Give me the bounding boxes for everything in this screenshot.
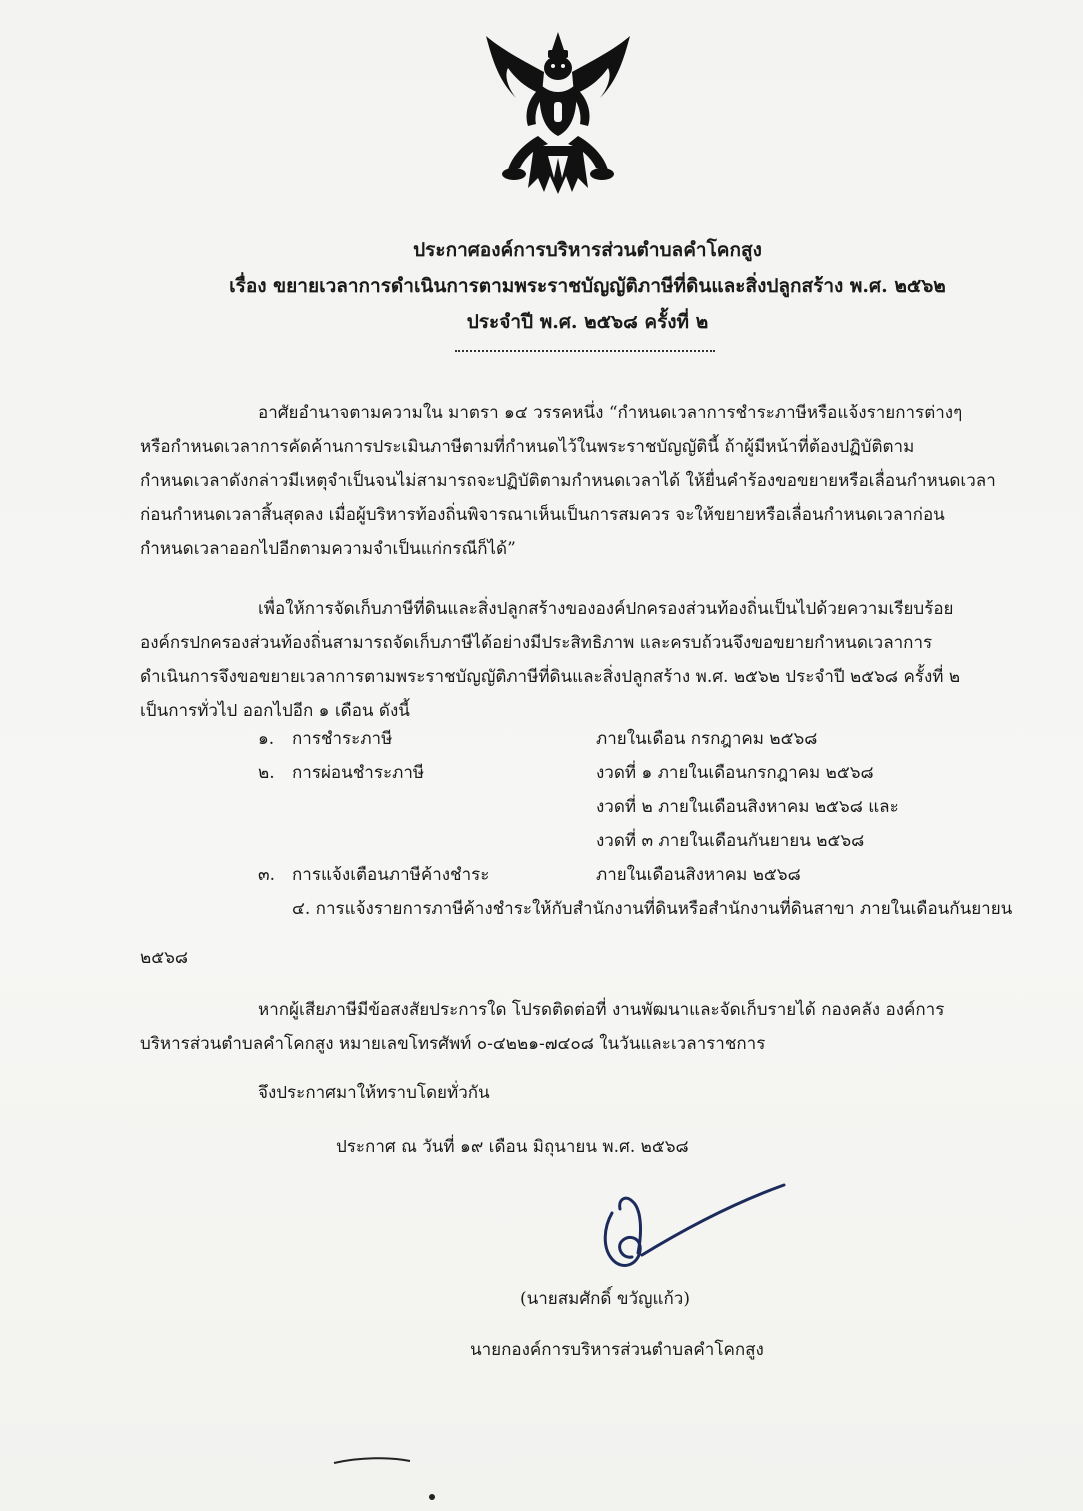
list-item: [140, 858, 1035, 892]
announcement-year: ประจำปี พ.ศ. ๒๕๖๘ ครั้งที่ ๒: [466, 311, 709, 333]
paragraph-line: เพื่อให้การจัดเก็บภาษีที่ดินและสิ่งปลูกสร้างขององค์ปกครองส่วนท้องถิ่นเป็นไปด้วยความเรียบร้อย: [258, 599, 954, 619]
paragraph-line: ก่อนกำหนดเวลาสิ้นสุดลง เมื่อผู้บริหารท้องถิ่นพิจารณาเห็นเป็นการสมควร จะให้ขยายหรือเลื่อนกำหนดเวลาก่อน: [140, 505, 945, 525]
item-value: งวดที่ ๓ ภายในเดือนกันยายน ๒๕๖๘: [596, 831, 865, 851]
announcement-title: ประกาศองค์การบริหารส่วนตำบลคำโคกสูง: [413, 239, 762, 261]
closing-statement: จึงประกาศมาให้ทราบโดยทั่วกัน: [258, 1083, 490, 1103]
garuda-emblem-icon: [478, 28, 638, 196]
item-label: การชำระภาษี: [292, 729, 393, 749]
item-year: ๒๕๖๘: [140, 948, 188, 968]
signature-icon: [598, 1183, 788, 1275]
item-number: ๓.: [258, 865, 276, 885]
paragraph-authority: [140, 396, 1035, 566]
item-number: ๒.: [258, 763, 275, 783]
list-item: [140, 790, 1035, 824]
list-item: [140, 824, 1035, 858]
item-value: งวดที่ ๒ ภายในเดือนสิงหาคม ๒๕๖๘ และ: [596, 797, 899, 817]
scan-mark-icon: [330, 1455, 450, 1505]
item-label: การผ่อนชำระภาษี: [292, 763, 425, 783]
item-value: ภายในเดือน กรกฎาคม ๒๕๖๘: [596, 729, 818, 749]
schedule-list: [140, 722, 1035, 926]
paragraph-line: บริหารส่วนตำบลคำโคกสูง หมายเลขโทรศัพท์ ๐-๔๒๒๑-๗๔๐๘ ในวันและเวลาราชการ: [140, 1034, 766, 1054]
paragraph-line: องค์กรปกครองส่วนท้องถิ่นสามารถจัดเก็บภาษีได้อย่างมีประสิทธิภาพ และครบถ้วนจึงขอขยายกำหนดเวลาการ: [140, 633, 933, 653]
paragraph-line: อาศัยอำนาจตามความใน มาตรา ๑๔ วรรคหนึ่ง “กำหนดเวลาการชำระภาษีหรือแจ้งรายการต่างๆ: [258, 403, 963, 423]
paragraph-line: หรือกำหนดเวลาการคัดค้านการประเมินภาษีตามที่กำหนดไว้ในพระราชบัญญัตินี้ ถ้าผู้มีหน้าที่ต้องปฏิบัติตาม: [140, 437, 915, 457]
paragraph-purpose: [140, 592, 1035, 728]
paragraph-line: หากผู้เสียภาษีมีข้อสงสัยประการใด โปรดติดต่อที่ งานพัฒนาและจัดเก็บรายได้ กองคลัง องค์การ: [258, 1000, 945, 1020]
item-label: การแจ้งเตือนภาษีค้างชำระ: [292, 865, 490, 885]
announcement-subject: เรื่อง ขยายเวลาการดำเนินการตามพระราชบัญญัติภาษีที่ดินและสิ่งปลูกสร้าง พ.ศ. ๒๕๖๒: [229, 275, 946, 297]
signer-name: (นายสมศักดิ์ ขวัญแก้ว): [520, 1289, 690, 1309]
item-number: ๑.: [258, 729, 275, 749]
dotted-divider: [455, 350, 715, 352]
list-item: [140, 722, 1035, 756]
paragraph-line: เป็นการทั่วไป ออกไปอีก ๑ เดือน ดังนี้: [140, 701, 410, 721]
paragraph-contact: [140, 993, 1035, 1061]
item-text: ๔. การแจ้งรายการภาษีค้างชำระให้กับสำนักงานที่ดินหรือสำนักงานที่ดินสาขา ภายในเดือนกันยายน: [292, 899, 1013, 919]
paragraph-line: กำหนดเวลาดังกล่าวมีเหตุจำเป็นจนไม่สามารถจะปฏิบัติตามกำหนดเวลาได้ ให้ยื่นคำร้องขอขยายหรือเลื่อนกำหนดเวลา: [140, 471, 996, 491]
list-item: [140, 756, 1035, 790]
announcement-date: ประกาศ ณ วันที่ ๑๙ เดือน มิถุนายน พ.ศ. ๒๕๖๘: [336, 1137, 689, 1157]
item-value: งวดที่ ๑ ภายในเดือนกรกฎาคม ๒๕๖๘: [596, 763, 874, 783]
paragraph-line: กำหนดเวลาออกไปอีกตามความจำเป็นแก่กรณีก็ได้”: [140, 539, 516, 559]
list-item: [140, 892, 1035, 926]
paragraph-line: ดำเนินการจึงขอขยายเวลาการตามพระราชบัญญัติภาษีที่ดินและสิ่งปลูกสร้าง พ.ศ. ๒๕๖๒ ประจำปี ๒๕๖๘ ครั้งที่ ๒: [140, 667, 961, 687]
item-value: ภายในเดือนสิงหาคม ๒๕๖๘: [596, 865, 801, 885]
signer-position: นายกองค์การบริหารส่วนตำบลคำโคกสูง: [470, 1340, 764, 1360]
